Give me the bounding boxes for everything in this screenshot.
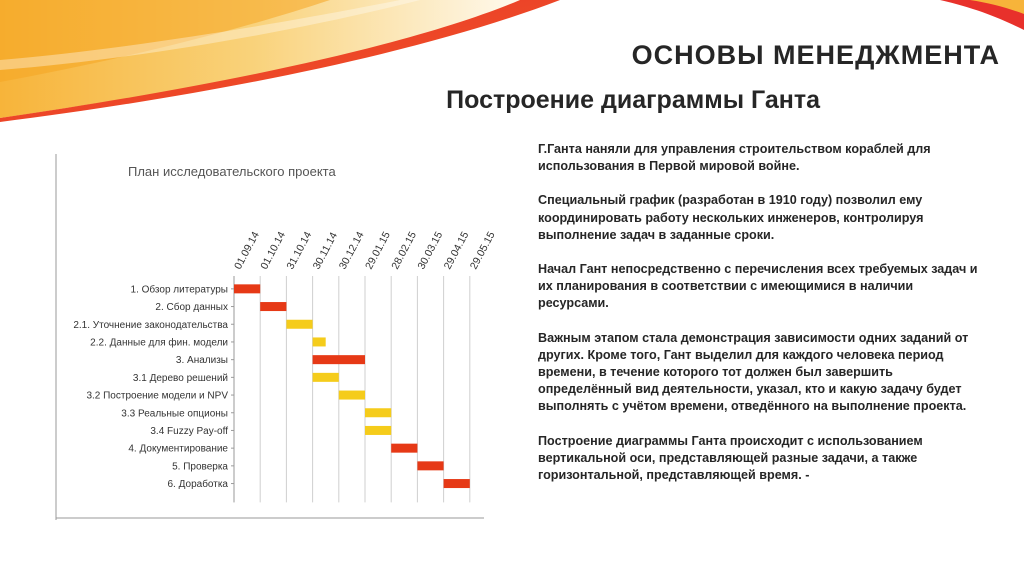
date-tick-label: 31.10.14 — [284, 229, 315, 272]
task-bar — [260, 302, 286, 311]
task-bar — [417, 461, 443, 470]
task-bar — [234, 284, 260, 293]
page-subtitle: Построение диаграммы Ганта — [446, 86, 820, 114]
paragraph: Важным этапом стала демонстрация зависимости одних заданий от других. Кроме того, Гант выделил для каждого человека период времени, в течение которого тот должен был завершить определённый вид деятельности, указал, кто и какую задачу будет выполнять с учётом времени, отведённого на выполнение проекта. — [538, 330, 969, 414]
date-tick-label: 29.05.15 — [467, 229, 498, 272]
task-bar — [339, 391, 365, 400]
task-label: 3.1 Дерево решений — [132, 372, 228, 384]
date-tick-label: 28.02.15 — [389, 229, 420, 272]
paragraph: Специальный график (разработан в 1910 году) позволил ему координировать работу нескольких инженеров, контролируя выполнение задач в заданные сроки. — [538, 193, 924, 242]
date-tick-label: 01.10.14 — [258, 229, 289, 272]
task-label: 3.3 Реальные опционы — [121, 408, 228, 420]
task-label: 3.2 Построение модели и NPV — [86, 390, 228, 402]
task-label: 4. Документирование — [128, 443, 228, 455]
body-text — [538, 141, 978, 501]
task-bar — [444, 479, 470, 488]
paragraph: Построение диаграммы Ганта происходит с использованием вертикальной оси, представляющей разные задачи, а также горизонтальной, представляющей время. - — [538, 433, 923, 483]
task-label: 6. Доработка — [167, 479, 228, 491]
task-label: 5. Проверка — [172, 461, 228, 473]
task-bar — [365, 426, 391, 435]
date-tick-label: 30.12.14 — [336, 229, 367, 272]
date-tick-label: 30.11.14 — [310, 230, 341, 272]
task-label: 3.4 Fuzzy Pay-off — [150, 425, 228, 437]
task-bar — [313, 337, 326, 346]
date-tick-label: 01.09.14 — [232, 229, 262, 272]
date-tick-label: 29.04.15 — [441, 229, 472, 272]
task-bar — [391, 444, 417, 453]
chart-title: План исследовательского проекта — [128, 164, 336, 179]
paragraph: Начал Гант непосредственно с перечисления всех требуемых задач и их планирования в соответствии с имеющимися в наличии ресурсами. — [538, 262, 978, 311]
task-label: 2.2. Данные для фин. модели — [90, 337, 228, 349]
task-bar — [313, 355, 365, 364]
date-tick-label: 30.03.15 — [415, 229, 446, 272]
task-bar — [365, 408, 391, 417]
gantt-chart — [56, 142, 498, 522]
task-label: 3. Анализы — [175, 355, 228, 367]
gantt-chart-canvas — [56, 142, 498, 522]
page-title: ОСНОВЫ МЕНЕДЖМЕНТА — [631, 40, 1000, 70]
task-label: 1. Обзор литературы — [130, 284, 228, 296]
task-label: 2.1. Уточнение законодательства — [73, 319, 228, 331]
task-bar — [286, 320, 312, 329]
task-label: 2. Сбор данных — [155, 302, 228, 314]
paragraph: Г.Ганта наняли для управления строительством кораблей для использования в Первой мировой войне. — [538, 142, 931, 174]
date-tick-label: 29.01.15 — [363, 229, 393, 272]
task-bar — [313, 373, 339, 382]
